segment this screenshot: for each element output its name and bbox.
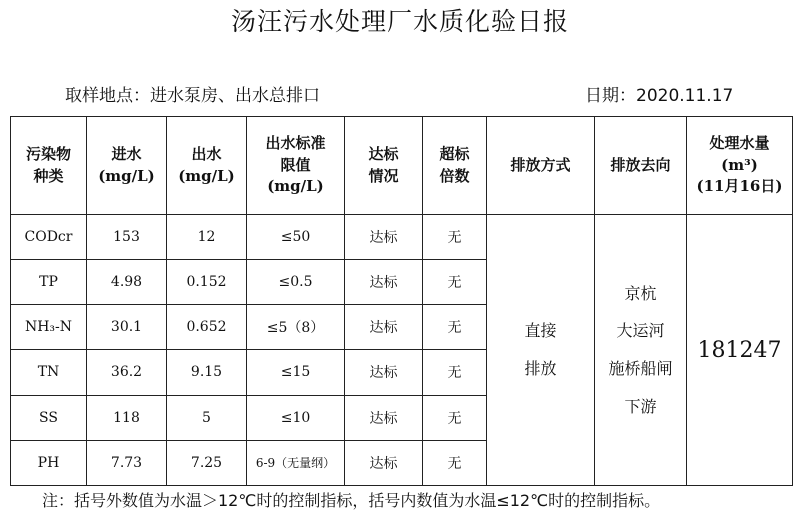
report-title: 汤汪污水处理厂水质化验日报 [230, 7, 569, 36]
limit-value: ≤15 [247, 350, 345, 395]
inflow-value: 30.1 [87, 305, 167, 350]
inflow-value: 4.98 [87, 260, 167, 305]
header-inflow [87, 117, 167, 215]
header-outflow-line1: 出水 [191, 144, 222, 163]
table-row [11, 215, 793, 260]
destination-line4: 下游 [624, 396, 657, 416]
compliance-value: 达标 [345, 440, 423, 485]
pollutant-name: SS [11, 395, 87, 440]
discharge-destination [595, 215, 687, 486]
limit-value: ≤0.5 [247, 260, 345, 305]
compliance-value: 达标 [345, 260, 423, 305]
outflow-value: 5 [167, 395, 247, 440]
inflow-value: 118 [87, 395, 167, 440]
exceed-value: 无 [423, 260, 487, 305]
exceed-value: 无 [423, 395, 487, 440]
header-pollutant [11, 117, 87, 215]
discharge-method-line2: 排放 [524, 359, 557, 378]
header-limit-line1: 出水标准 [265, 133, 326, 152]
pollutant-name: TN [11, 350, 87, 395]
limit-value: ≤50 [247, 215, 345, 260]
water-quality-table [10, 116, 793, 486]
destination-line2: 大运河 [616, 321, 665, 341]
header-compliance-line1: 达标 [368, 144, 399, 163]
exceed-value: 无 [423, 215, 487, 260]
header-compliance-line2: 情况 [368, 166, 399, 185]
compliance-value: 达标 [345, 305, 423, 350]
header-exceed [423, 117, 487, 215]
limit-value: ≤5（8） [247, 305, 345, 350]
header-volume-line1: 处理水量 [709, 133, 770, 152]
outflow-value: 0.152 [167, 260, 247, 305]
header-exceed-line1: 超标 [439, 144, 470, 163]
discharge-method-line1: 直接 [524, 321, 557, 341]
header-pollutant-line2: 种类 [33, 166, 64, 185]
exceed-value: 无 [423, 440, 487, 485]
inflow-value: 153 [87, 215, 167, 260]
destination-line1: 京杭 [624, 283, 657, 303]
outflow-value: 12 [167, 215, 247, 260]
limit-value: 6-9（无量纲） [247, 440, 345, 485]
header-row [11, 117, 793, 215]
header-limit-line3: (mg/L) [267, 177, 324, 196]
compliance-value: 达标 [345, 215, 423, 260]
header-outflow [167, 117, 247, 215]
limit-value: ≤10 [247, 395, 345, 440]
footnote: 注：括号外数值为水温＞12℃时的控制指标，括号内数值为水温≤12℃时的控制指标。 [42, 491, 661, 510]
header-volume-line3: (11月16日) [696, 177, 783, 196]
exceed-value: 无 [423, 305, 487, 350]
header-method: 排放方式 [487, 117, 595, 215]
compliance-value: 达标 [345, 350, 423, 395]
header-exceed-line2: 倍数 [439, 166, 470, 185]
sampling-location: 取样地点：进水泵房、出水总排口 [65, 86, 320, 106]
header-limit-line2: 限值 [280, 155, 311, 174]
header-outflow-line2: (mg/L) [178, 166, 235, 185]
inflow-value: 7.73 [87, 440, 167, 485]
header-pollutant-line1: 污染物 [25, 144, 71, 163]
destination-line3: 施桥船闸 [608, 359, 673, 378]
treated-volume: 181247 [687, 215, 793, 486]
outflow-value: 0.652 [167, 305, 247, 350]
header-inflow-line1: 进水 [111, 144, 142, 163]
pollutant-name: NH₃-N [11, 305, 87, 350]
header-volume [687, 117, 793, 215]
compliance-value: 达标 [345, 395, 423, 440]
pollutant-name: CODcr [11, 215, 87, 260]
header-destination: 排放去向 [595, 117, 687, 215]
pollutant-name: PH [11, 440, 87, 485]
report-date: 日期：2020.11.17 [585, 86, 734, 106]
pollutant-name: TP [11, 260, 87, 305]
header-volume-line2: (m³) [721, 155, 758, 174]
header-compliance [345, 117, 423, 215]
outflow-value: 9.15 [167, 350, 247, 395]
header-inflow-line2: (mg/L) [98, 166, 155, 185]
exceed-value: 无 [423, 350, 487, 395]
header-limit [247, 117, 345, 215]
discharge-method [487, 215, 595, 486]
outflow-value: 7.25 [167, 440, 247, 485]
inflow-value: 36.2 [87, 350, 167, 395]
